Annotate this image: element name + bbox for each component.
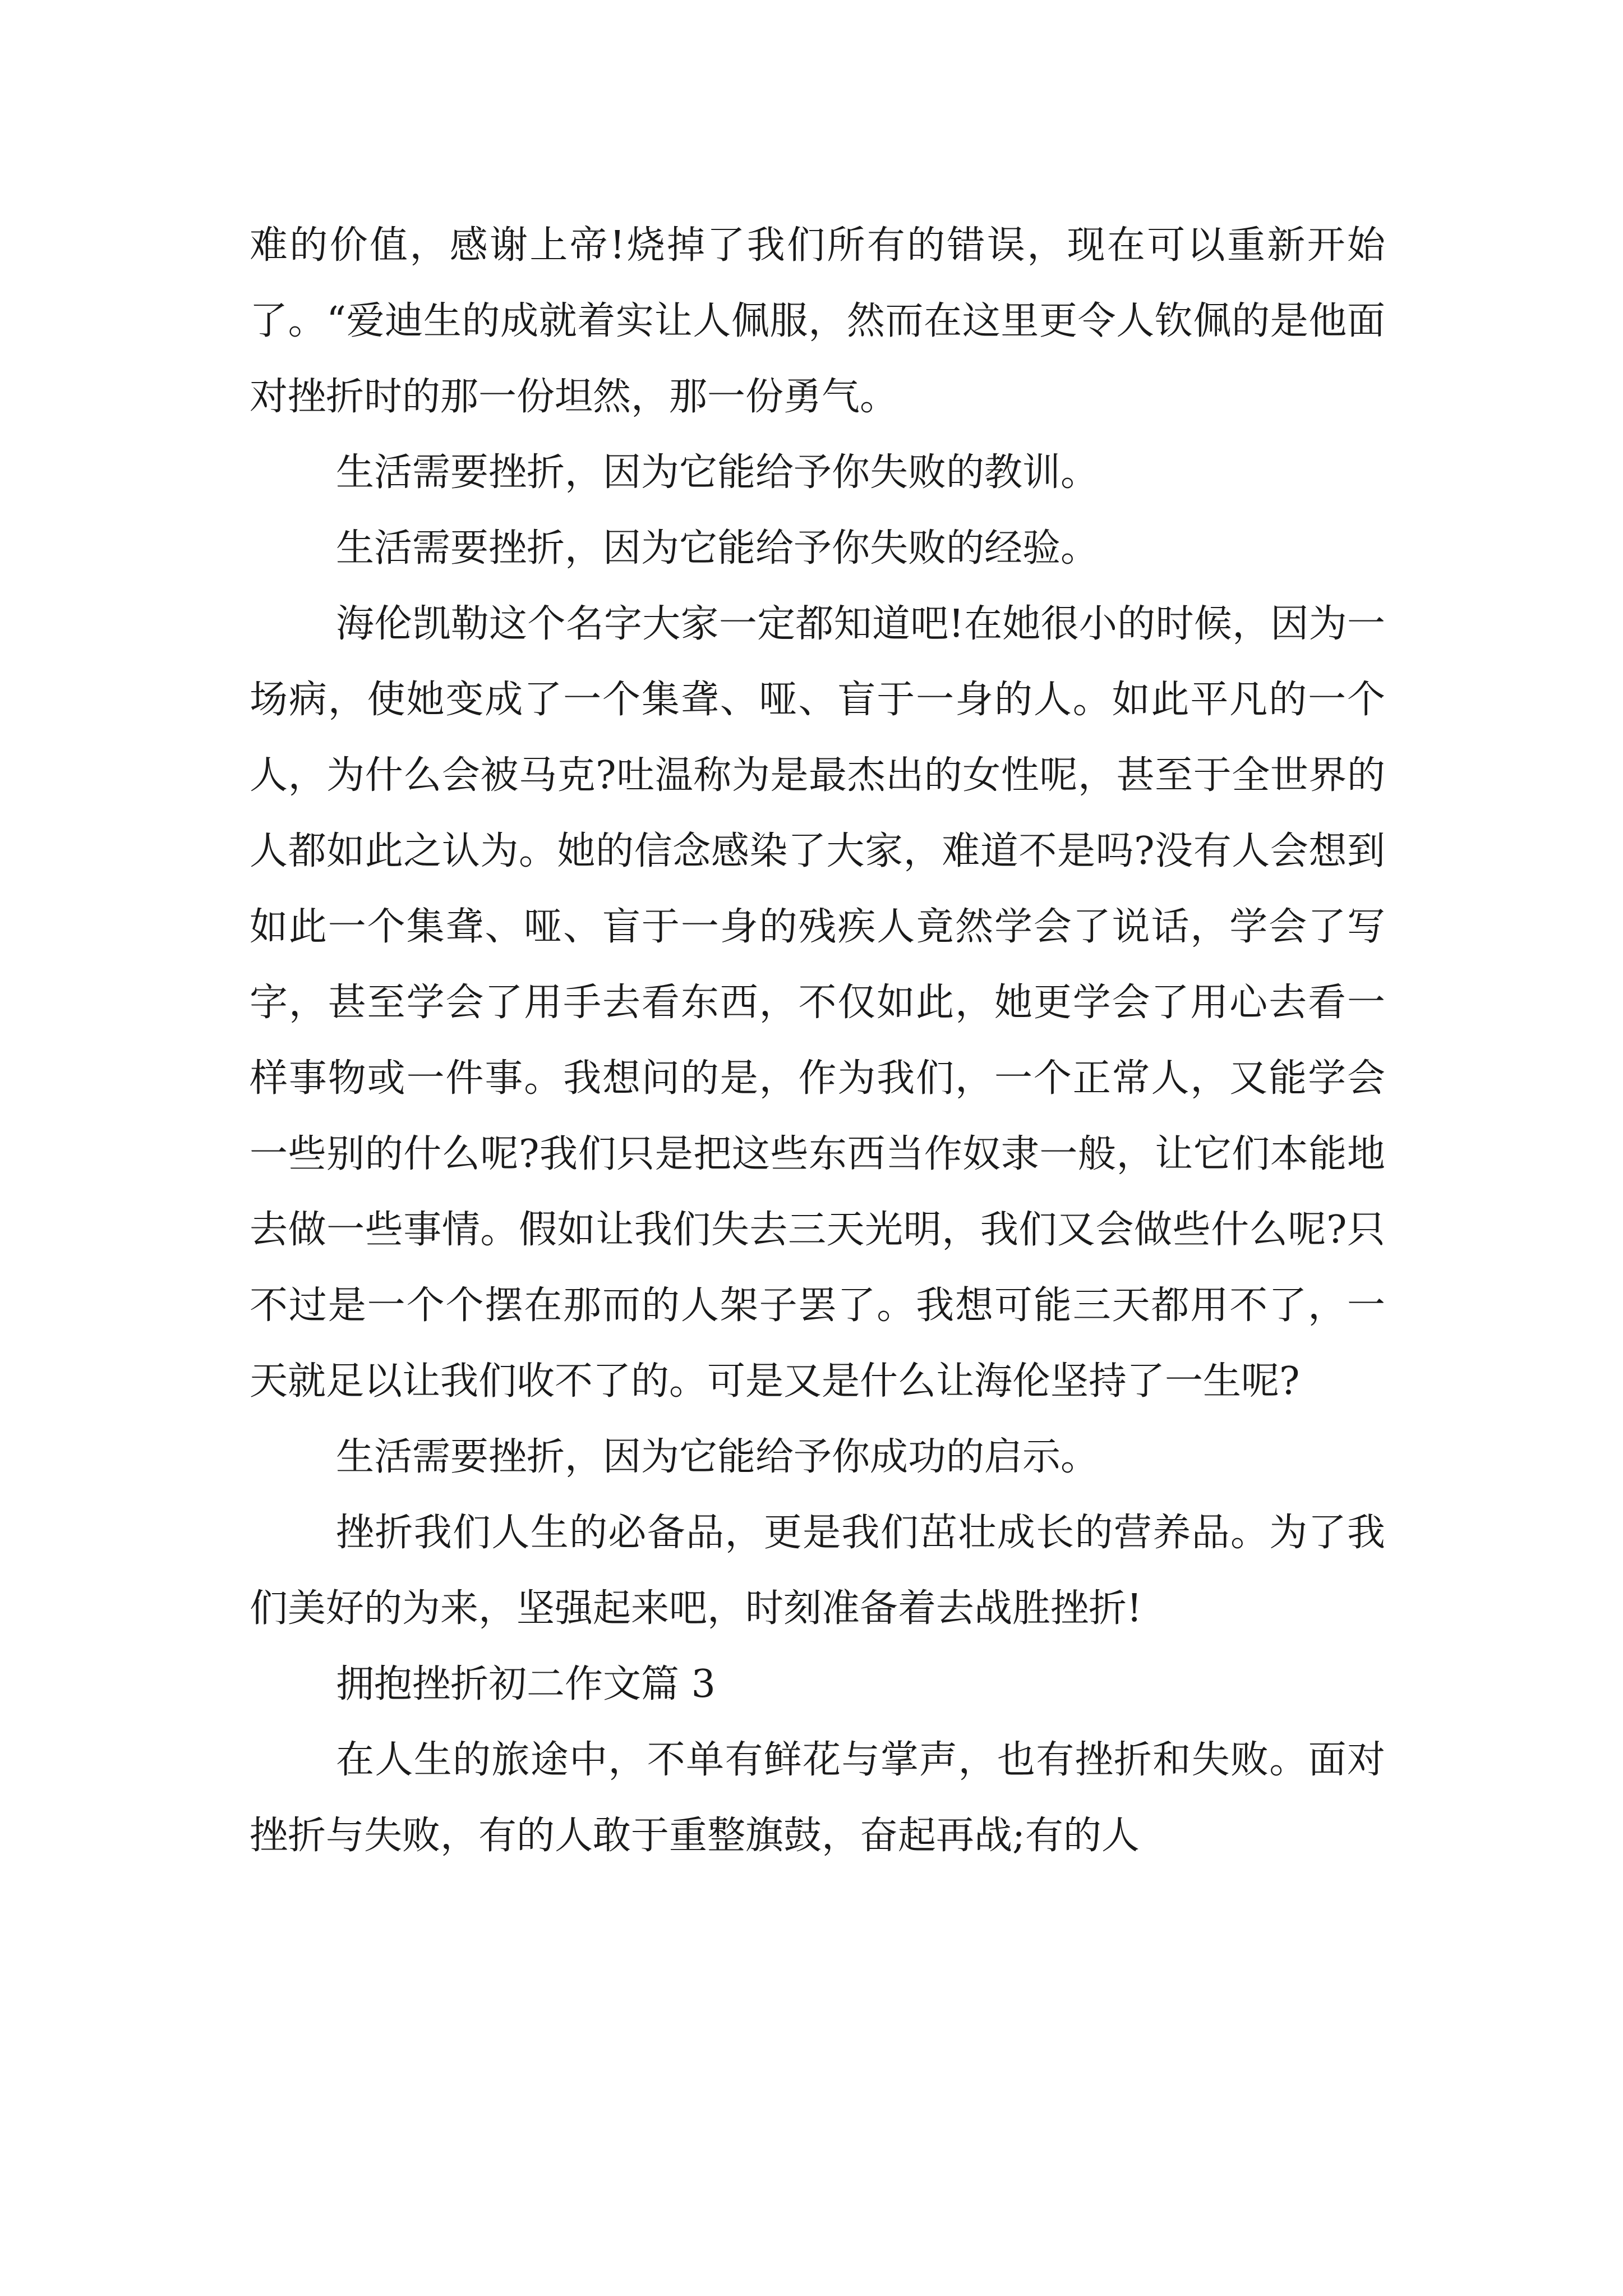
paragraph-experience-of-failure: 生活需要挫折，因为它能给予你失败的经验。: [336, 526, 1099, 570]
paragraph-edison-conclusion: 难的价值，感谢上帝!烧掉了我们所有的错误，现在可以重新开始了。“爱迪生的成就着实让人佩服，然而在这里更令人钦佩的是他面对挫折时的那一份坦然，那一份勇气。: [250, 223, 1385, 419]
paragraph-frustration-necessity: 挫折我们人生的必备品，更是我们茁壮成长的营养品。为了我们美好的为来，坚强起来吧，时刻准备着去战胜挫折!: [250, 1511, 1385, 1631]
article-body: [250, 208, 1385, 1874]
essay-section-heading: 拥抱挫折初二作文篇 3: [336, 1662, 716, 1706]
paragraph-helen-keller: 海伦凯勒这个名字大家一定都知道吧!在她很小的时候，因为一场病，使她变成了一个集聋、哑、盲于一身的人。如此平凡的一个人，为什么会被马克?吐温称为是最杰出的女性呢，甚至于全世界的人都如此之认为。她的信念感染了大家，难道不是吗?没有人会想到如此一个集聋、哑、盲于一身的残疾人竟然学会了说话，学会了写字，甚至学会了用手去看东西，不仅如此，她更学会了用心去看一样事物或一件事。我想问的是，作为我们，一个正常人，又能学会一些别的什么呢?我们只是把这些东西当作奴隶一般，让它们本能地去做一些事情。假如让我们失去三天光明，我们又会做些什么呢?只不过是一个个摆在那而的人架子罢了。我想可能三天都用不了，一天就足以让我们收不了的。可是又是什么让海伦坚持了一生呢?: [250, 602, 1385, 1404]
paragraph-lesson-of-failure: 生活需要挫折，因为它能给予你失败的教训。: [336, 450, 1099, 495]
paragraph-inspiration-of-success: 生活需要挫折，因为它能给予你成功的启示。: [336, 1435, 1099, 1479]
paragraph-life-journey: 在人生的旅途中，不单有鲜花与掌声，也有挫折和失败。面对挫折与失败，有的人敢于重整旗鼓，奋起再战;有的人: [250, 1738, 1385, 1858]
